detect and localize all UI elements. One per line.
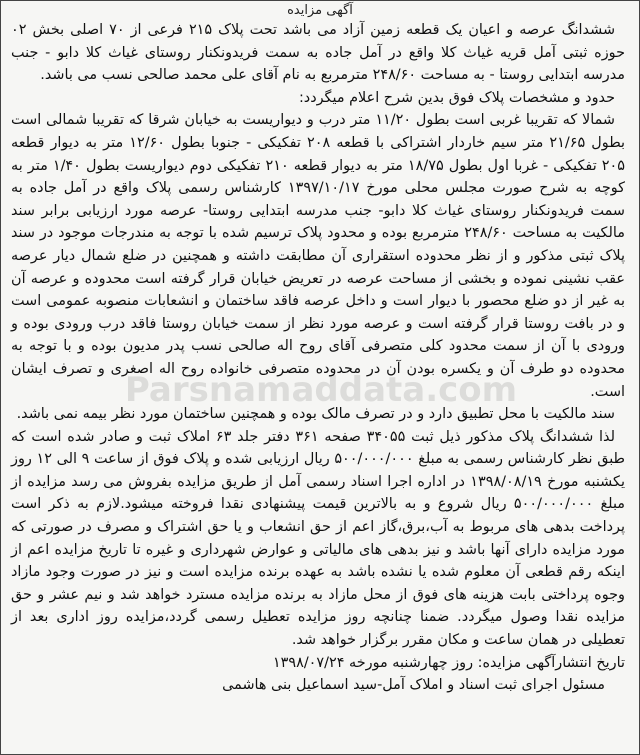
svg-text:Parsnamaddata.com: Parsnamaddata.com	[124, 370, 518, 410]
auction-terms-paragraph: لذا ششدانگ پلاک مذکور ذیل ثبت ۳۴۰۵۵ صفحه ۳۶۱ دفتر جلد ۶۳ املاک ثبت و صادر شده است که طبق نظر کارشناس رسمی به مبلغ ۵۰۰/۰۰۰/۰۰۰ ریال ارزیابی شده و پلاک فوق از ساعت ۹ الی ۱۲ روز یکشنبه مورخ ۱۳۹۸/۰۸/۱۹ در اداره اجرا اسناد رسمی آمل از طریق مزایده بفروش می رسد مزایده از مبلغ ۵۰۰/۰۰۰/۰۰۰ ریال شروع و به بالاترین قیمت پیشنهادی نقدا فروخته میشود.لازم به ذکر است پرداخت بدهی های مربوط به آب،برق،گاز اعم از حق انشعاب و یا حق اشتراک و مصرف در صورتی که مورد مزایده دارای آنها باشد و نیز بدهی های مالیاتی و عوارض شهرداری و غیره تا تاریخ مزایده اعم از اینکه رقم قطعی آن معلوم شده یا نشده باشد به عهده برنده مزایده است و نیز در صورت وجود مازاد وجوه پرداختی بابت هزینه های فوق از محل مازاد به برنده مزایده مسترد خواهد شد و نیم عشر و حق مزایده نقدا وصول میگردد. ضمنا چنانچه روز مزایده تعطیل رسمی گردد،مزایده روز اداری بعد از تعطیلی در همان ساعت و مکان مقرر برگزار خواهد شد.	[11, 428, 625, 649]
ownership-note-paragraph: سند مالکیت با محل تطبیق دارد و در تصرف مالک بوده و همچنین ساختمان مورد نظر بیمه نمی باشد.	[16, 406, 615, 423]
property-description-paragraph: ششدانگ عرصه و اعیان یک قطعه زمین آزاد می باشد تحت پلاک ۲۱۵ فرعی از ۷۰ اصلی بخش ۰۲ حوزه ثبتی آمل قریه غیاث کلا واقع در آمل جاده به سمت فریدونکنار روستای غیاث کلا دابو - جنب مدرسه ابتدایی روستا - به مساحت ۲۴۸/۶۰ مترمربع به نام آقای علی محمد صالحی نسب می باشد.	[11, 22, 625, 84]
notice-footer	[1, 652, 639, 697]
boundaries-heading: حدود و مشخصات پلاک فوق بدین شرح اعلام میگردد:	[298, 89, 615, 106]
publish-date: تاریخ انتشارآگهی مزایده: روز چهارشنبه مورخه ۱۳۹۸/۰۷/۲۴	[272, 654, 625, 671]
boundaries-paragraph: شمالا که تقریبا غربی است بطول ۱۱/۲۰ متر درب و دیواریست به خیابان شرقا که تقریبا شمالی است بطول ۲۱/۶۵ متر سیم خاردار اشتراکی با قطعه ۲۰۸ تفکیکی - جنوبا بطول ۱۲/۶۰ متر به دیوار قطعه ۲۰۵ تفکیکی - غربا اول بطول ۱۸/۷۵ متر به دیوار قطعه ۲۱۰ تفکیکی دوم دیواریست بطول ۱/۴۰ متر به کوچه به شرح صورت مجلس محلی مورخ ۱۳۹۷/۱۰/۱۷ کارشناس رسمی پلاک واقع در آمل جاده به سمت فریدونکنار روستای غیاث کلا دابو- جنب مدرسه ابتدایی روستا- عرصه مورد ارزیابی برابر سند مالکیت به مساحت ۲۴۸/۶۰ مترمربع بوده و محدود پلاک ترسیم شده با توجه به مندرجات موجود در سند پلاک ثبتی مذکور و از نظر محدوده استقراری آن مطابقت داشته و همچنین در ضلع شمال دیار عرصه عقب نشینی نموده و بخشی از مساحت عرصه در تعریض خیابان قرار گرفته است محدوده و عرصه آن به غیر از دو ضلع محصور با دیوار است و داخل عرصه فاقد ساختمان و انشعابات منصوبه عمومی است و در بافت روستا قرار گرفته است و عرصه مورد نظر از سمت خیابان روستا فاقد درب ورودی بوده و ورودی با آن از سمت محدود کلی متصرفی آقای روح اله صالحی نسب پدر مدیون بوده و با توجه به محدوده دو طرف آن و یکسره بودن آن در محدوده متصرفی خانواده روح اله اصغری و تصرف ایشان است.	[11, 112, 626, 400]
notice-title: آگهی مزایده	[287, 3, 353, 18]
signature-line: مسئول اجرای ثبت اسناد و املاک آمل-سید اسماعیل بنی هاشمی	[222, 677, 605, 694]
notice-body	[1, 19, 639, 652]
